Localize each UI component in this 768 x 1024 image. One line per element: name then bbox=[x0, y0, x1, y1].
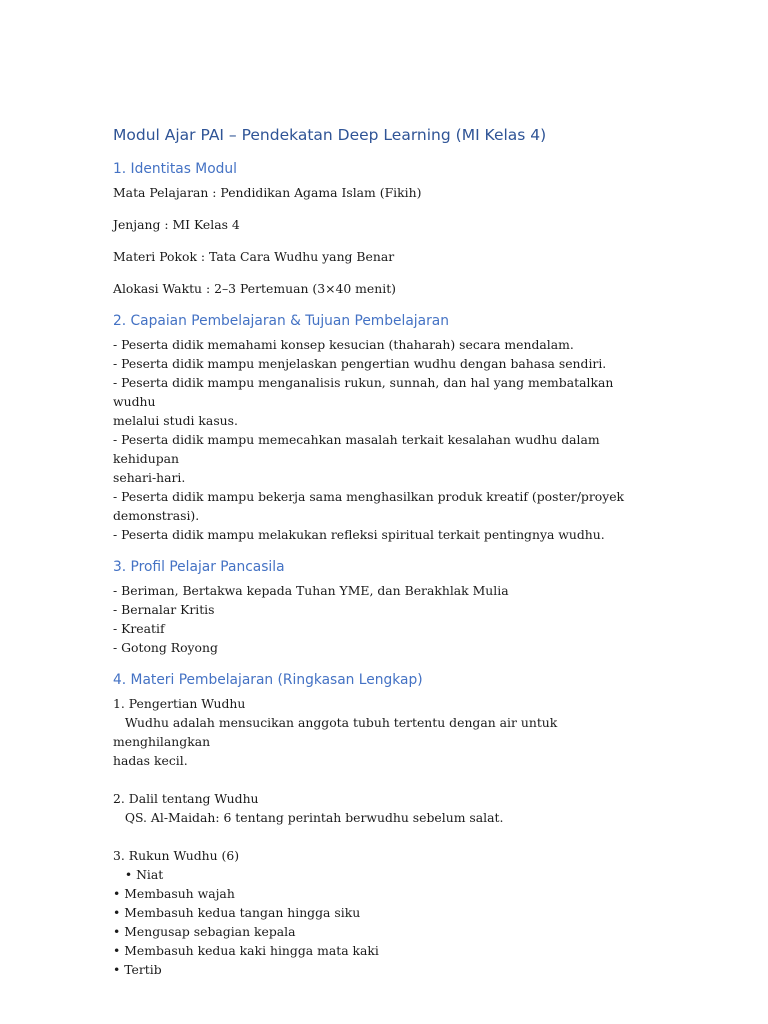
rukun-item: • Niat bbox=[113, 867, 164, 882]
rukun-title: 3. Rukun Wudhu (6) bbox=[113, 848, 240, 863]
heading-capaian: 2. Capaian Pembelajaran & Tujuan Pembelajaran bbox=[113, 313, 449, 329]
rukun-item: • Mengusap sebagian kepala bbox=[113, 924, 296, 939]
pengertian-text: Wudhu adalah mensucikan anggota tubuh tertentu dengan air untuk menghilangkan bbox=[113, 715, 562, 749]
dalil-text: QS. Al-Maidah: 6 tentang perintah berwudhu sebelum salat. bbox=[113, 810, 504, 825]
section-profil bbox=[113, 558, 658, 657]
heading-identitas: 1. Identitas Modul bbox=[113, 161, 237, 177]
dalil-title: 2. Dalil tentang Wudhu bbox=[113, 791, 259, 806]
profil-item: - Gotong Royong bbox=[113, 640, 218, 655]
mata-pelajaran: Mata Pelajaran : Pendidikan Agama Islam (Fikih) bbox=[113, 185, 422, 200]
jenjang: Jenjang : MI Kelas 4 bbox=[113, 217, 240, 232]
section-materi bbox=[113, 671, 658, 979]
section-capaian bbox=[113, 312, 658, 544]
capaian-line: demonstrasi). bbox=[113, 508, 200, 523]
materi-pokok: Materi Pokok : Tata Cara Wudhu yang Benar bbox=[113, 249, 395, 264]
profil-item: - Beriman, Bertakwa kepada Tuhan YME, dan Berakhlak Mulia bbox=[113, 583, 509, 598]
profil-item: - Bernalar Kritis bbox=[113, 602, 215, 617]
rukun-item: • Tertib bbox=[113, 962, 162, 977]
spacer bbox=[113, 827, 658, 846]
pengertian-text: hadas kecil. bbox=[113, 753, 188, 768]
document-title: Modul Ajar PAI – Pendekatan Deep Learning (MI Kelas 4) bbox=[113, 126, 547, 144]
section-identitas bbox=[113, 160, 658, 298]
heading-profil: 3. Profil Pelajar Pancasila bbox=[113, 559, 285, 575]
rukun-item: • Membasuh wajah bbox=[113, 886, 235, 901]
capaian-line: melalui studi kasus. bbox=[113, 413, 238, 428]
capaian-line: sehari-hari. bbox=[113, 470, 186, 485]
spacer bbox=[113, 770, 658, 789]
capaian-line: - Peserta didik mampu melakukan refleksi spiritual terkait pentingnya wudhu. bbox=[113, 527, 605, 542]
rukun-item: • Membasuh kedua kaki hingga mata kaki bbox=[113, 943, 379, 958]
alokasi-waktu: Alokasi Waktu : 2–3 Pertemuan (3×40 menit) bbox=[113, 281, 397, 296]
rukun-item: • Membasuh kedua tangan hingga siku bbox=[113, 905, 361, 920]
document-page bbox=[113, 124, 658, 990]
capaian-line: - Peserta didik mampu memecahkan masalah terkait kesalahan wudhu dalam kehidupan bbox=[113, 432, 604, 466]
profil-item: - Kreatif bbox=[113, 621, 165, 636]
capaian-line: - Peserta didik memahami konsep kesucian (thaharah) secara mendalam. bbox=[113, 337, 574, 352]
capaian-line: - Peserta didik mampu bekerja sama menghasilkan produk kreatif (poster/proyek bbox=[113, 489, 625, 504]
capaian-line: - Peserta didik mampu menjelaskan pengertian wudhu dengan bahasa sendiri. bbox=[113, 356, 607, 371]
heading-materi: 4. Materi Pembelajaran (Ringkasan Lengkap) bbox=[113, 672, 423, 688]
pengertian-title: 1. Pengertian Wudhu bbox=[113, 696, 246, 711]
capaian-line: - Peserta didik mampu menganalisis rukun, sunnah, dan hal yang membatalkan wudhu bbox=[113, 375, 618, 409]
